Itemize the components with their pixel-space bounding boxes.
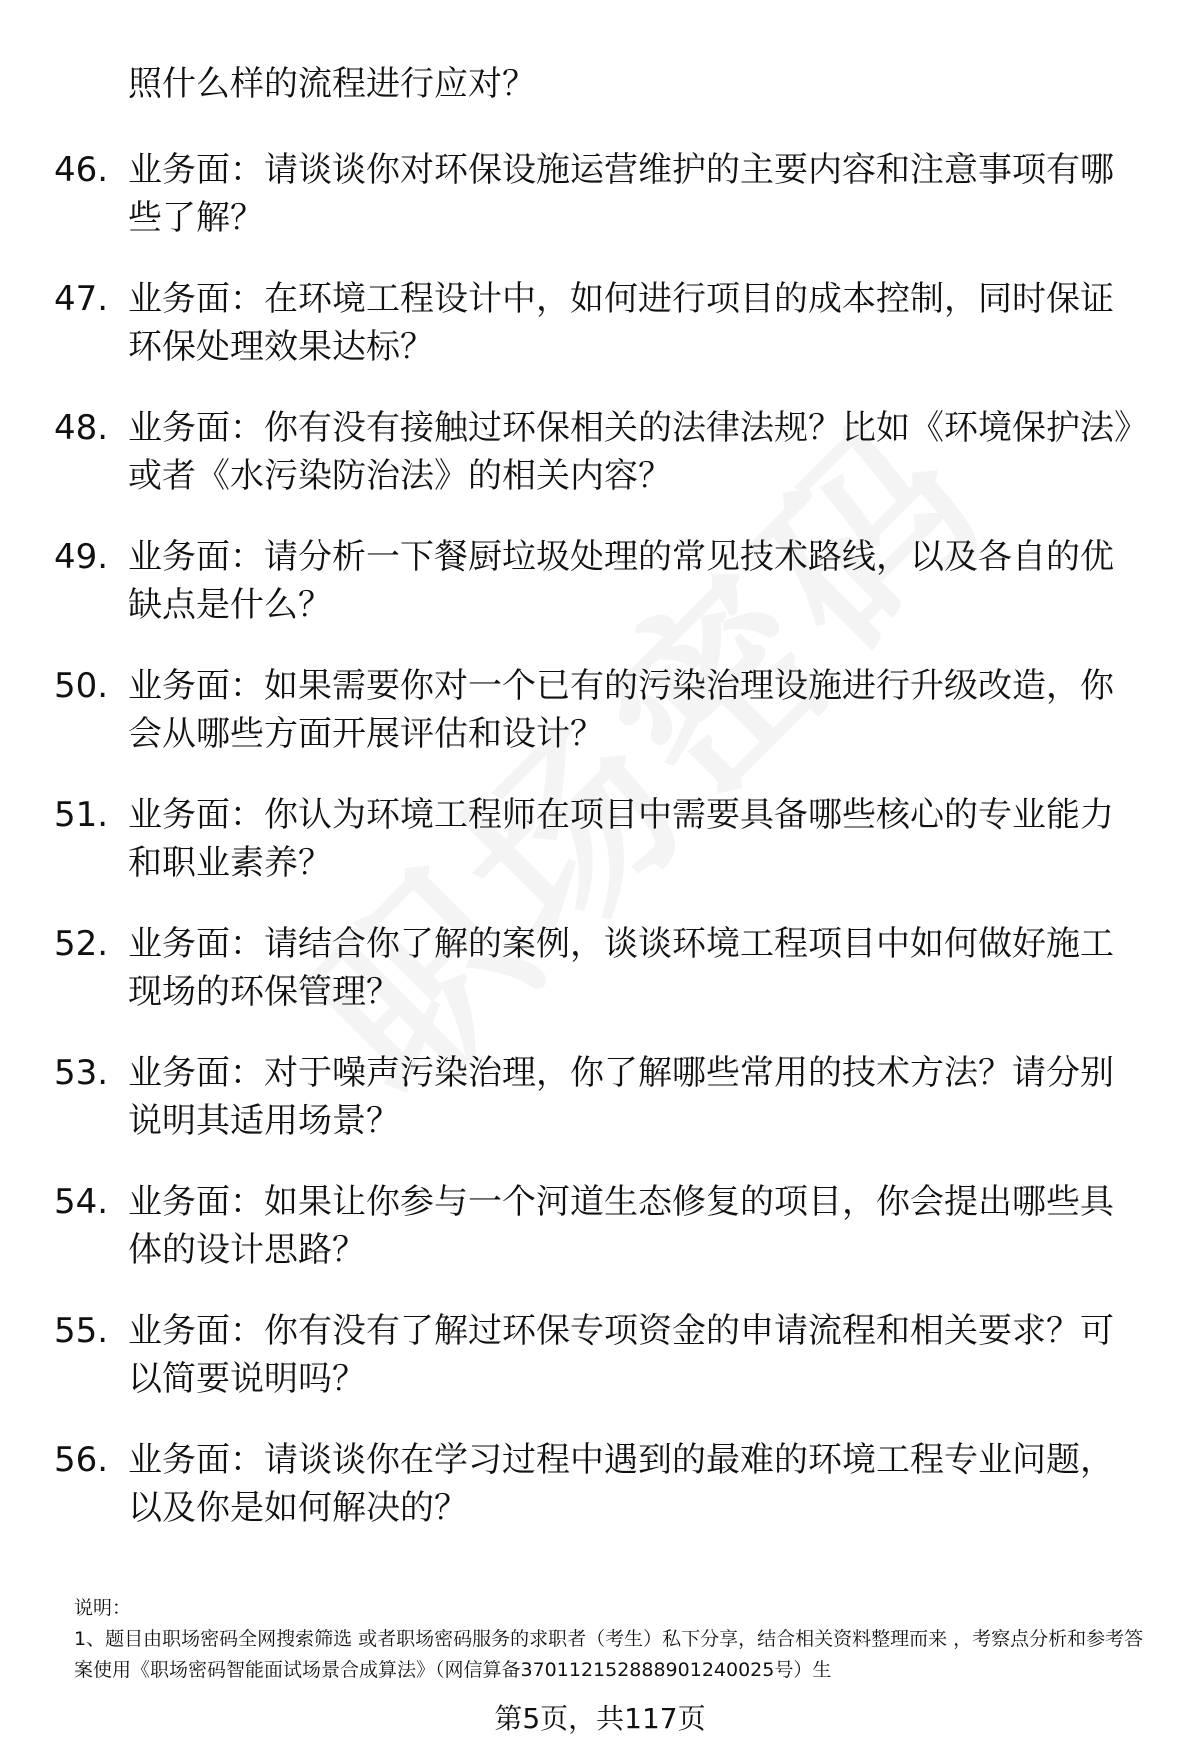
question-number: 52. — [54, 924, 109, 964]
question-item — [0, 1426, 1200, 1555]
question-text: 业务面：如果让你参与一个河道生态修复的项目，你会提出哪些具体的设计思路？ — [128, 1182, 1114, 1270]
page-footer: 第5页，共117页 — [494, 1702, 706, 1735]
continuation-text: 照什么样的流程进行应对？ — [128, 64, 536, 104]
question-item — [0, 1039, 1200, 1168]
question-number: 48. — [54, 408, 109, 448]
question-text: 业务面：请谈谈你在学习过程中遇到的最难的环境工程专业问题，以及你是如何解决的？ — [128, 1440, 1114, 1528]
question-text: 业务面：在环境工程设计中，如何进行项目的成本控制，同时保证环保处理效果达标？ — [128, 279, 1114, 367]
question-text: 业务面：你认为环境工程师在项目中需要具备哪些核心的专业能力和职业素养？ — [128, 795, 1114, 883]
notes-title: 说明： — [74, 1597, 132, 1619]
question-text: 业务面：请结合你了解的案例，谈谈环境工程项目中如何做好施工现场的环保管理？ — [128, 924, 1114, 1012]
question-number: 51. — [54, 795, 109, 835]
question-item — [0, 136, 1200, 265]
question-item — [0, 394, 1200, 523]
question-text: 业务面：对于噪声污染治理，你了解哪些常用的技术方法？请分别说明其适用场景？ — [128, 1053, 1114, 1141]
question-text: 业务面：你有没有接触过环保相关的法律法规？比如《环境保护法》或者《水污染防治法》的相关内容？ — [128, 408, 1131, 496]
question-number: 56. — [54, 1440, 109, 1480]
question-number: 50. — [54, 666, 109, 706]
question-text: 业务面：请谈谈你对环保设施运营维护的主要内容和注意事项有哪些了解？ — [128, 150, 1114, 238]
question-text: 业务面：请分析一下餐厨垃圾处理的常见技术路线，以及各自的优缺点是什么？ — [128, 537, 1114, 625]
notes-line: 1、题目由职场密码全网搜索筛选 或者职场密码服务的求职者（考生）私下分享，结合相关资料整理而来 ，考察点分析和参考答案使用《职场密码智能面试场景合成算法》（网信算备370112152888901240025号）生 — [74, 1628, 1144, 1681]
question-item — [0, 1297, 1200, 1426]
question-item — [0, 265, 1200, 394]
question-number: 54. — [54, 1182, 109, 1222]
question-number: 55. — [54, 1311, 109, 1351]
question-list — [0, 136, 1200, 1555]
question-item — [0, 652, 1200, 781]
notes-section — [74, 1593, 1154, 1686]
question-item — [0, 781, 1200, 910]
question-text: 业务面：如果需要你对一个已有的污染治理设施进行升级改造，你会从哪些方面开展评估和设计？ — [128, 666, 1114, 754]
question-number: 49. — [54, 537, 109, 577]
question-item — [0, 523, 1200, 652]
question-text: 业务面：你有没有了解过环保专项资金的申请流程和相关要求？可以简要说明吗？ — [128, 1311, 1114, 1399]
question-item — [0, 1168, 1200, 1297]
question-number: 46. — [54, 150, 109, 190]
question-item — [0, 910, 1200, 1039]
question-number: 53. — [54, 1053, 109, 1093]
question-number: 47. — [54, 279, 109, 319]
